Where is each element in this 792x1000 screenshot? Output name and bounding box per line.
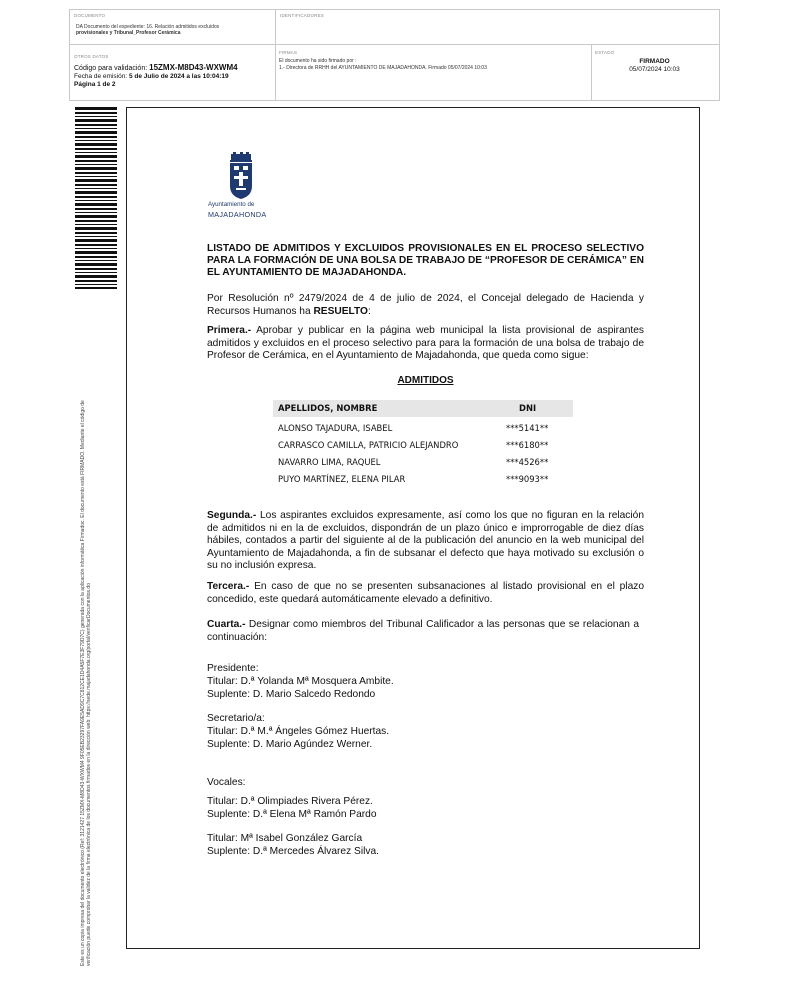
logo-line-2: MAJADAHONDA	[208, 210, 267, 219]
row-name: NAVARRO LIMA, RAQUEL	[278, 457, 381, 467]
firmas-text-2: 1.- Directora de RRHH del AYUNTAMIENTO DE MAJADAHONDA. Firmado 05/07/2024 10:03	[279, 65, 487, 71]
estado-value: FIRMADO	[639, 58, 670, 65]
codigo-value: 15ZMX-M8D43-WXWM4	[149, 63, 238, 72]
estado-date: 05/07/2024 10:03	[629, 66, 680, 73]
ayuntamiento-logo	[206, 152, 276, 222]
fecha-label: Fecha de emisión:	[74, 73, 128, 80]
codigo-validacion	[74, 63, 238, 72]
vocal-2-suplente: Suplente: D.ª Mercedes Álvarez Silva.	[207, 845, 379, 857]
row-name: ALONSO TAJADURA, ISABEL	[278, 423, 393, 433]
resuelto-text: RESUELTO	[313, 305, 368, 317]
documento-text-2: provisionales y Tribunal_Profesor Cerámica	[76, 30, 181, 36]
cuarta-text: Designar como miembros del Tribunal Calificador a las personas que se relacionan a continuación:	[207, 619, 639, 643]
estado-caption: ESTADO	[595, 50, 615, 55]
secretario-titular: Titular: D.ª M.ª Ángeles Gómez Huertas.	[207, 725, 390, 737]
barcode-graphic	[75, 107, 117, 289]
col-dni: DNI	[519, 403, 537, 413]
presidente-block	[207, 663, 394, 701]
vocal-1-suplente: Suplente: D.ª Elena Mª Ramón Pardo	[207, 808, 377, 820]
side-text-line-1: Este es un copia impresa del documento electrónico (Ref: 3121427 15ZMX-M8D43-WXWM4 9F05EB23297FA9E5AD9C7C812CE1D4A5F7E3F79D7C) generada con la aplicación informática Firmadoc. El documento está FIRMADO. Mediante el código de	[80, 400, 86, 966]
firmas-caption: FIRMAS	[279, 50, 298, 55]
tercera-paragraph	[207, 581, 644, 606]
document-title: LISTADO DE ADMITIDOS Y EXCLUIDOS PROVISIONALES EN EL PROCESO SELECTIVO PARA LA FORMACIÓN DE UNA BOLSA DE TRABAJO DE “PROFESOR DE CERÁMICA” EN EL AYUNTAMIENTO DE MAJADAHONDA.	[207, 243, 644, 278]
fecha-value: 5 de Julio de 2024 a las 10:04:19	[128, 73, 229, 80]
pagina-indicator: Página 1 de 2	[74, 81, 116, 88]
header-firmas-cell	[275, 44, 592, 101]
identificadores-caption: IDENTIFICADORES	[280, 13, 325, 18]
otros-datos-caption: OTROS DATOS	[74, 54, 109, 59]
vocales-label: Vocales:	[207, 777, 246, 788]
admitidos-heading: ADMITIDOS	[397, 375, 454, 386]
side-text-line-2: verificación puede comprobar la validez de la firma electrónica de los documentos firmados en la dirección web: https://sede.majadahonda.org/portal/verificarDocumentos.do	[86, 583, 92, 966]
vocal-2-titular: Titular: Mª Isabel González García	[207, 833, 363, 844]
presidente-titular: Titular: D.ª Yolanda Mª Mosquera Ambite.	[207, 675, 394, 687]
fecha-emision	[74, 73, 229, 80]
admitidos-table-header	[273, 400, 573, 417]
row-dni: ***5141**	[506, 423, 549, 433]
primera-paragraph	[207, 325, 644, 363]
side-verification-text	[80, 400, 92, 966]
segunda-paragraph	[207, 510, 644, 573]
coat-of-arms-icon	[206, 152, 276, 200]
header-identificadores-cell	[275, 9, 720, 45]
primera-text: Aprobar y publicar en la página web municipal la lista provisional de aspirantes admitidos y excluidos en el proceso selectivo para para la formación de una bolsa de trabajo de Profesor de Cerámica, en el Ayuntamiento de Majadahonda, que queda como sigue:	[207, 325, 644, 362]
cuarta-paragraph	[207, 619, 639, 644]
row-dni: ***9093**	[506, 474, 549, 484]
cuarta-label: Cuarta.-	[207, 619, 246, 630]
firmas-text-1: El documento ha sido firmado por :	[279, 58, 357, 64]
logo-line-1: Ayuntamiento de	[208, 201, 255, 208]
header-estado-cell	[591, 44, 720, 101]
secretario-suplente: Suplente: D. Mario Agúndez Werner.	[207, 738, 373, 750]
header-documento-cell	[69, 9, 276, 45]
presidente-label: Presidente:	[207, 663, 259, 674]
header-otros-datos-cell	[69, 44, 276, 101]
vocal-2-block	[207, 833, 379, 859]
vocal-1-block	[207, 796, 377, 822]
tercera-text: En caso de que no se presenten subsanaciones al listado provisional en el plazo concedido, este quedará automáticamente elevado a definitivo.	[207, 581, 644, 605]
segunda-text: Los aspirantes excluidos expresamente, así como los que no figuran en la relación de admitidos ni en la de excluidos, dispondrán de un plazo único e improrrogable de diez días hábiles, contados a partir del siguiente al de la publicación del anuncio en la web municipal del Ayuntamiento de Majadahonda, a fin de subsanar el defecto que haya motivado su exclusión o su no inclusión expresa.	[207, 510, 644, 572]
documento-caption: DOCUMENTO	[74, 13, 106, 18]
codigo-label: Código para validación:	[74, 65, 148, 72]
secretario-block	[207, 713, 389, 751]
row-dni: ***6180**	[506, 440, 549, 450]
documento-text-1: DA Documento del expediente: 16. Relación admitidos excluidos	[76, 24, 220, 30]
row-name: PUYO MARTÍNEZ, ELENA PILAR	[278, 474, 406, 484]
intro-paragraph	[207, 293, 644, 318]
row-name: CARRASCO CAMILLA, PATRICIO ALEJANDRO	[278, 440, 459, 450]
col-apellidos-nombre: APELLIDOS, NOMBRE	[278, 403, 378, 413]
intro-end: :	[367, 305, 371, 317]
presidente-suplente: Suplente: D. Mario Salcedo Redondo	[207, 688, 376, 700]
vocal-1-titular: Titular: D.ª Olimpiades Rivera Pérez.	[207, 796, 373, 807]
tercera-label: Tercera.-	[207, 581, 250, 592]
segunda-label: Segunda.-	[207, 510, 257, 521]
intro-text: Por Resolución nº 2479/2024 de 4 de julio de 2024, el Concejal delegado de Hacienda y Recursos Humanos ha	[207, 293, 644, 317]
secretario-label: Secretario/a:	[207, 713, 265, 724]
primera-label: Primera.-	[207, 325, 252, 336]
row-dni: ***4526**	[506, 457, 549, 467]
